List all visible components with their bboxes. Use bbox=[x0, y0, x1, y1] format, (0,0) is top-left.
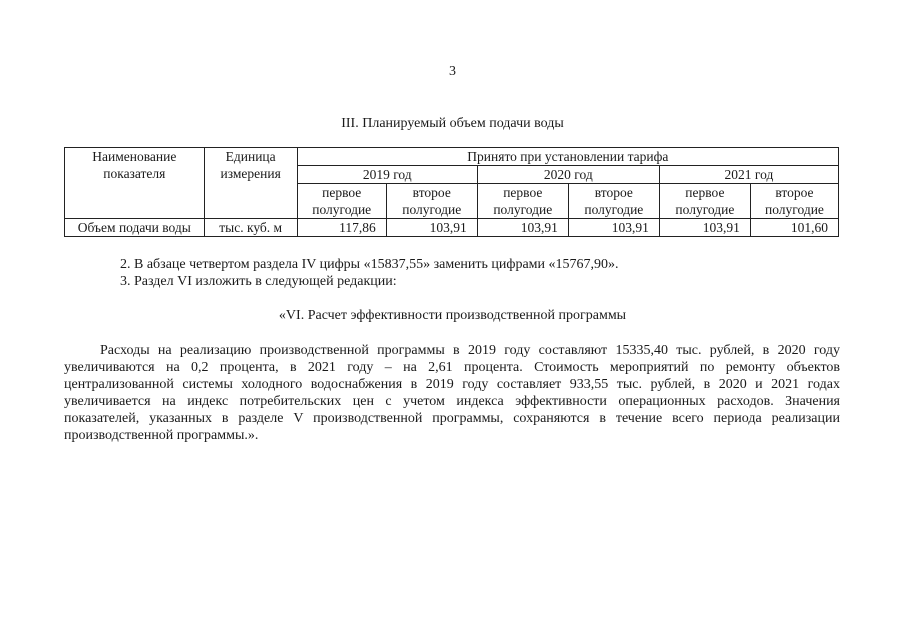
header-unit: Единица измерения bbox=[204, 148, 297, 219]
item-2: 2. В абзаце четвертом раздела IV цифры «15837,55» заменить цифрами «15767,90». bbox=[120, 257, 619, 272]
header-first-half: первое полугодие bbox=[477, 184, 568, 219]
header-tariff: Принято при установлении тарифа bbox=[297, 148, 838, 166]
paragraph-line: увеличиваются на 0,2 процента, в 2021 году – на 2,61 процента. Стоимость мероприятий по ремонту объектов bbox=[64, 360, 840, 375]
header-second-half: второе полугодие bbox=[568, 184, 659, 219]
value-2021-h1: 103,91 bbox=[659, 219, 750, 237]
paragraph-line: увеличивается на индекс потребительских цен с учетом индекса эффективности операционных расходов. Значения bbox=[64, 394, 840, 409]
value-2020-h2: 103,91 bbox=[568, 219, 659, 237]
header-first-half: первое полугодие bbox=[659, 184, 750, 219]
header-first-half: первое полугодие bbox=[297, 184, 386, 219]
value-2019-h2: 103,91 bbox=[386, 219, 477, 237]
header-indicator-name: Наименование показателя bbox=[65, 148, 205, 219]
value-2021-h2: 101,60 bbox=[750, 219, 838, 237]
value-2020-h1: 103,91 bbox=[477, 219, 568, 237]
page-number: 3 bbox=[449, 64, 456, 79]
paragraph-line: производственной программы.». bbox=[64, 428, 259, 443]
section-6-title: «VI. Расчет эффективности производственной программы bbox=[278, 308, 627, 323]
header-year-2021: 2021 год bbox=[659, 166, 838, 184]
item-3: 3. Раздел VI изложить в следующей редакции: bbox=[120, 274, 397, 289]
paragraph-line: Расходы на реализацию производственной программы в 2019 году составляют 15335,40 тыс. рублей, в 2020 году bbox=[100, 343, 840, 358]
water-supply-table bbox=[64, 147, 839, 237]
section-title: III. Планируемый объем подачи воды bbox=[341, 116, 564, 131]
header-year-2020: 2020 год bbox=[477, 166, 659, 184]
value-2019-h1: 117,86 bbox=[297, 219, 386, 237]
row-name: Объем подачи воды bbox=[65, 219, 205, 237]
header-second-half: второе полугодие bbox=[386, 184, 477, 219]
header-second-half: второе полугодие bbox=[750, 184, 838, 219]
table-row bbox=[65, 219, 839, 237]
header-year-2019: 2019 год bbox=[297, 166, 477, 184]
row-unit: тыс. куб. м bbox=[204, 219, 297, 237]
paragraph-line: централизованной системы холодного водоснабжения в 2019 году составляет 933,55 тыс. рублей, в 2020 и 2021 годах bbox=[64, 377, 840, 392]
paragraph-line: показателей, указанных в разделе V производственной программы, сохраняются в течение всего периода реализации bbox=[64, 411, 840, 426]
